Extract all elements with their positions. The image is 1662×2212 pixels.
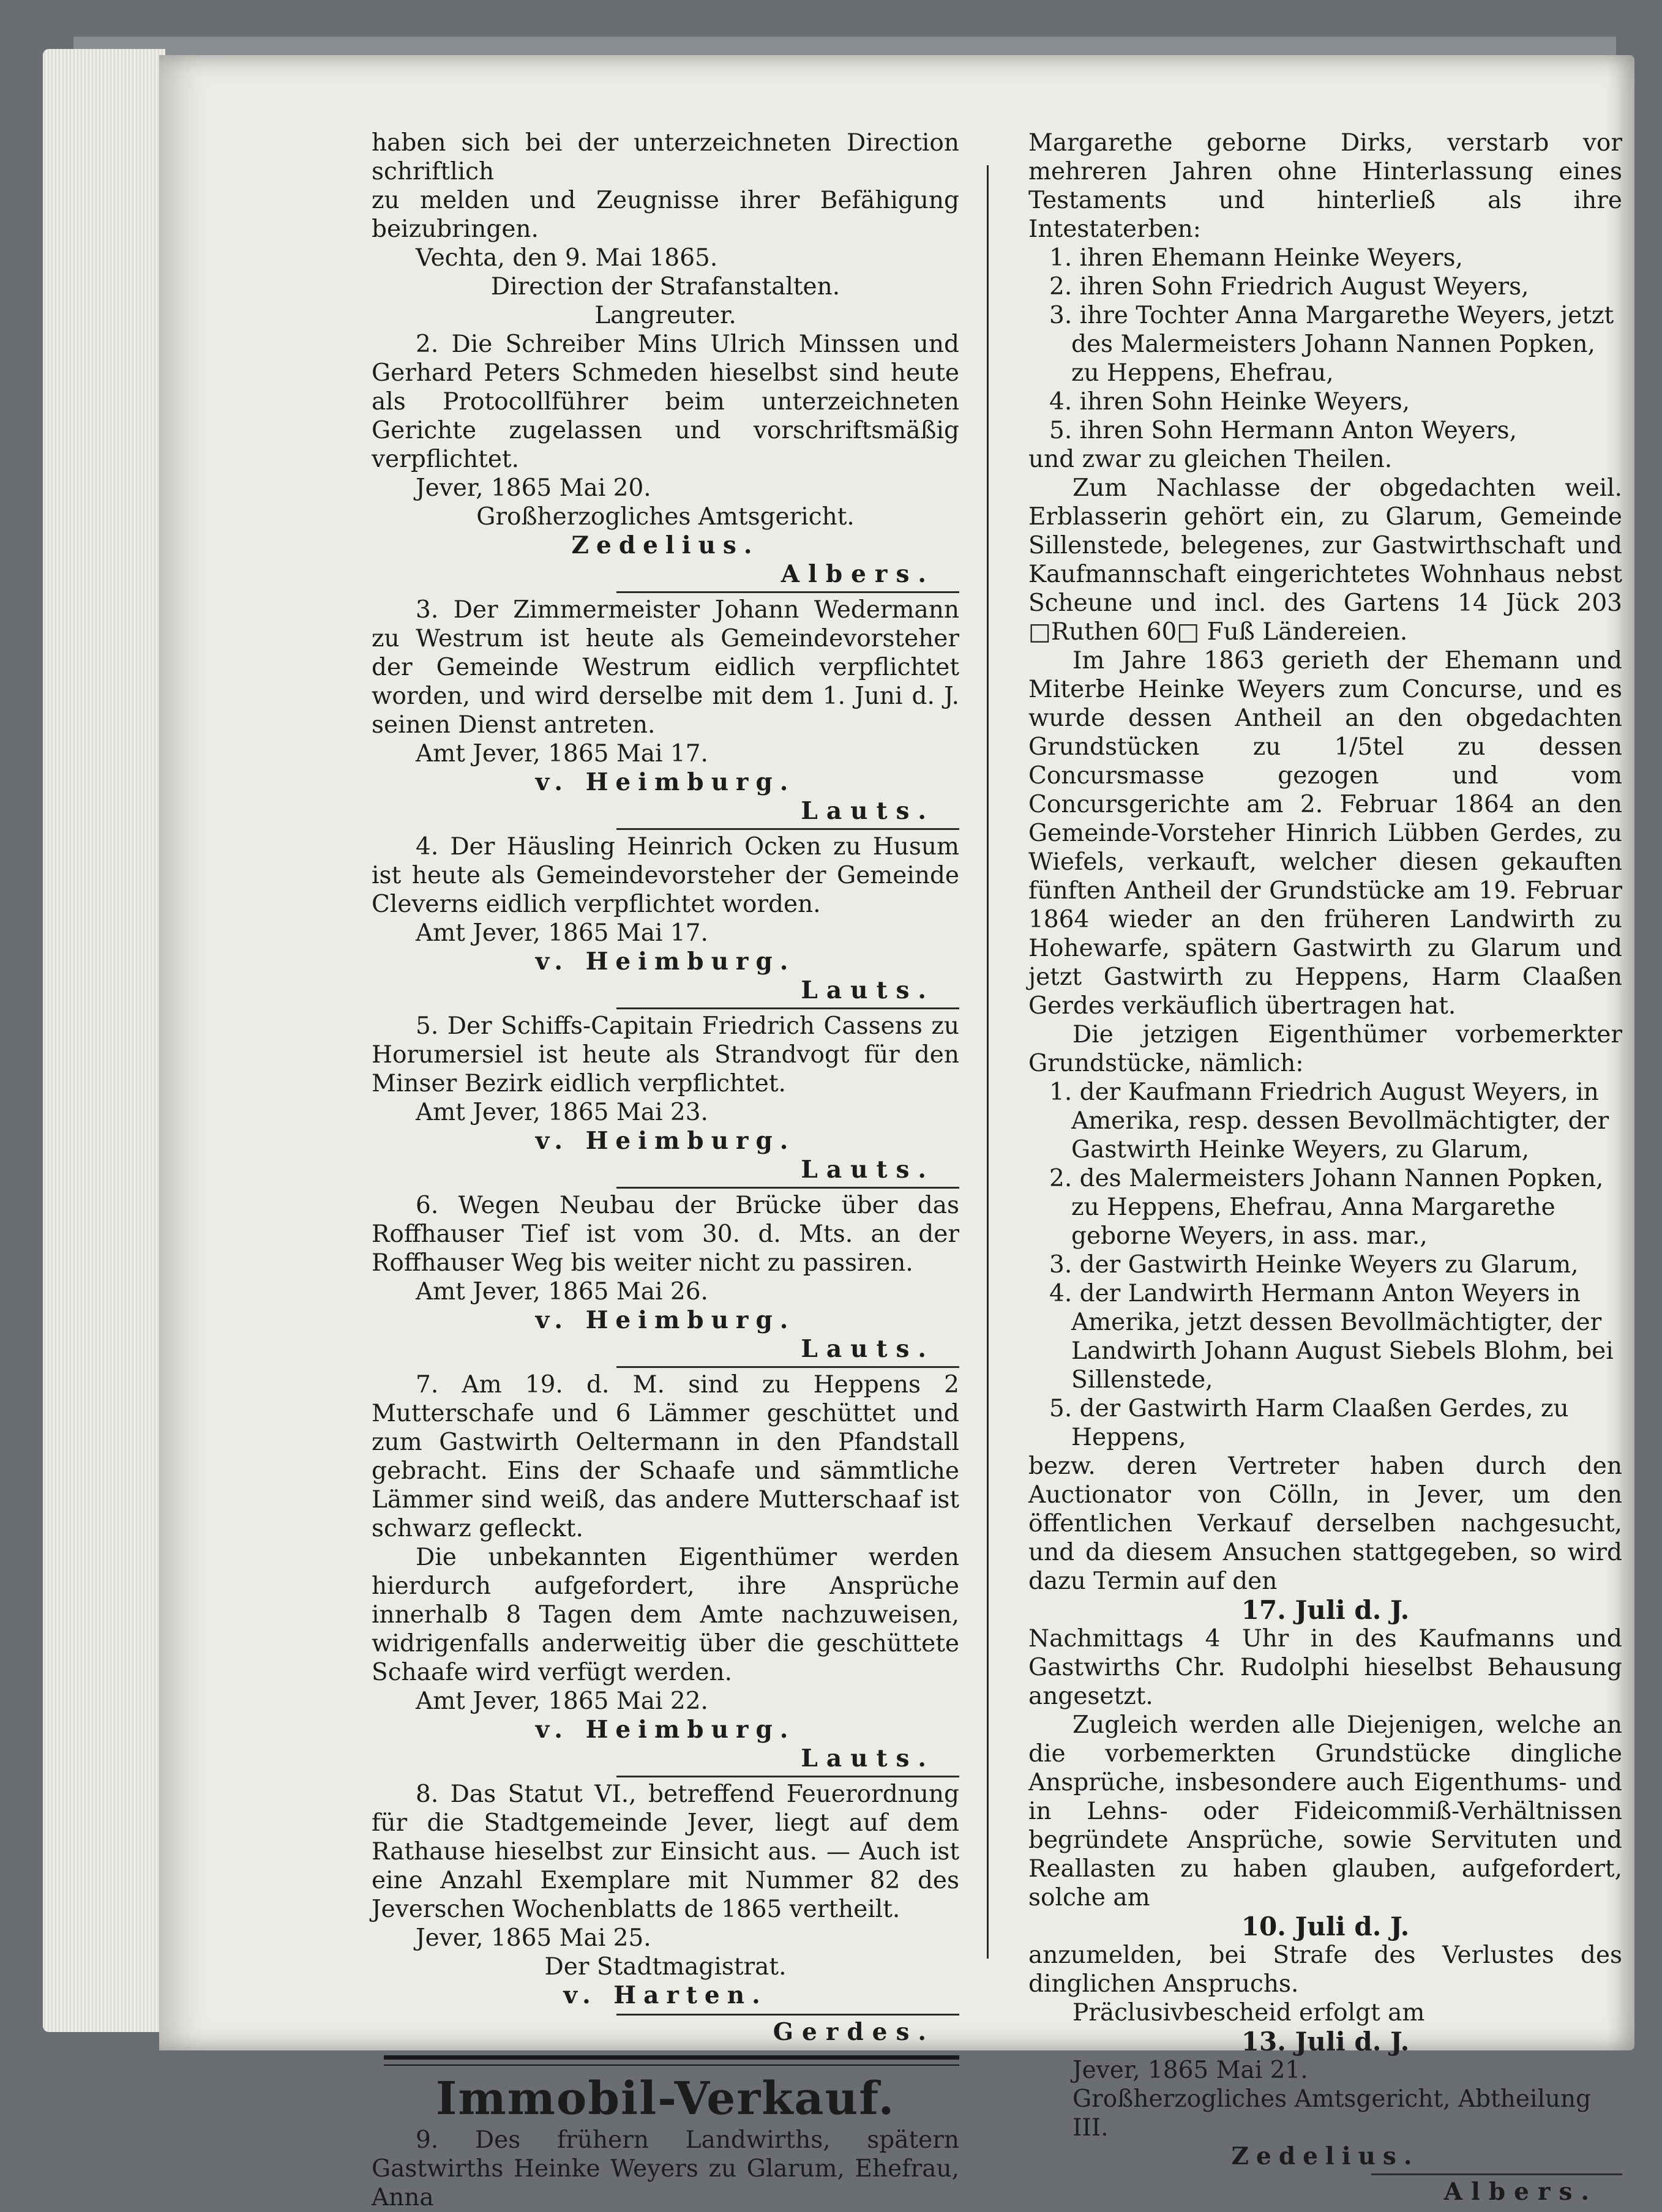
separator-rule bbox=[616, 828, 959, 830]
notice-1-authority: Direction der Strafanstalten. bbox=[490, 273, 840, 301]
heir-item-2: 2. ihren Sohn Friedrich August Weyers, bbox=[1049, 273, 1529, 301]
notice-8-text bbox=[372, 1780, 959, 1924]
heir-item-1: 1. ihren Ehemann Heinke Weyers, bbox=[1049, 244, 1463, 272]
auction-time: Nachmittags 4 Uhr in des Kaufmanns und Gastwirths Chr. Rudolphi hieselbst Behausung angesetzt. bbox=[1028, 1625, 1622, 1710]
notice-9-body: 9. Des frühern Landwirths, spätern Gastwirths Heinke Weyers zu Glarum, Ehefrau, Anna bbox=[372, 2126, 959, 2211]
history-body: Im Jahre 1863 gerieth der Ehemann und Miterbe Heinke Weyers zum Concurse, und es wurde dessen Antheil an den obgedachten Grundstücken zu 1/5tel zu dessen Concursmasse gezogen und vom Concursgerichte am 2. Februar 1864 an den Gemeinde-Vorsteher Hinrich Lübben Gerdes, zu Wiefels, verkauft, welcher diesen gekauften fünften Antheil der Grundstücke am 19. Februar 1864 wieder an den früheren Landwirth zu Hohewarfe, spätern Gastwirth zu Glarum und jetzt Gastwirth zu Heppens, Harm Claaßen Gerdes verkäuflich übertragen hat. bbox=[1028, 647, 1622, 1020]
owner-item-1: 1. der Kaufmann Friedrich August Weyers, in Amerika, resp. dessen Bevollmächtigter, der Gastwirth Heinke Weyers, zu Glarum, bbox=[1049, 1078, 1609, 1164]
notice-9-intro: Margarethe geborne Dirks, verstarb vor mehreren Jahren ohne Hinterlassung eines Testaments und hinterließ als ihre Intestaterben: bbox=[1028, 129, 1622, 243]
heir-item-4: 4. ihren Sohn Heinke Weyers, bbox=[1049, 388, 1410, 416]
notice-6-place-date: Amt Jever, 1865 Mai 26. bbox=[416, 1278, 708, 1306]
notice-8-place-date: Jever, 1865 Mai 25. bbox=[416, 1924, 651, 1952]
notice-1-signature: Langreuter. bbox=[594, 302, 736, 329]
notice-2-body: 2. Die Schreiber Mins Ulrich Minssen und Gerhard Peters Schmeden hieselbst sind heute als Protocollführer beim unterzeichneten Gerichte zugelassen und vorschriftsmäßig verpflichtet. bbox=[372, 331, 959, 473]
notice-1-line-2: zu melden und Zeugnisse ihrer Befähigung beizubringen. bbox=[372, 187, 959, 243]
claims-body: Zugleich werden alle Diejenigen, welche an die vorbemerkten Grundstücke dingliche Ansprüche, insbesondere auch Eigenthums- und in Lehns- oder Fideicommiß-Verhältnissen begründete Ansprüche, sowie Servituten und Reallasten zu haben glauben, aufgefordert, solche am bbox=[1028, 1711, 1622, 1911]
notice-3-text bbox=[372, 596, 959, 739]
separator-rule bbox=[616, 1366, 959, 1368]
heir-item-3: 3. ihre Tochter Anna Margarethe Weyers, jetzt des Malermeisters Johann Nannen Popken, zu Heppens, Ehefrau, bbox=[1049, 302, 1614, 387]
notice-7-body: 7. Am 19. d. M. sind zu Heppens 2 Mutterschafe und 6 Lämmer geschüttet und zum Gastwirth Oeltermann in den Pfandstall gebracht. Eins der Schaafe und sämmtliche Lämmer sind weiß, das andere Mutterschaaf ist schwarz gefleckt. bbox=[372, 1371, 959, 1542]
claims-penalty: anzumelden, bei Strafe des Verlustes des dinglichen Anspruchs. bbox=[1028, 1941, 1622, 1998]
notice-6-signature-2: Lauts. bbox=[801, 1335, 935, 1363]
claims-date: 10. Juli d. J. bbox=[1241, 1911, 1410, 1941]
auction-date: 17. Juli d. J. bbox=[1241, 1595, 1410, 1625]
notice-8-body: 8. Das Statut VI., betreffend Feuerordnung für die Stadtgemeinde Jever, liegt auf dem Rathause hieselbst zur Einsicht aus. — Auch ist eine Anzahl Exemplare mit Nummer 82 des Jeverschen Wochenblatts de 1865 vertheilt. bbox=[372, 1780, 959, 1923]
notice-9-signature-1: Zedelius. bbox=[1231, 2142, 1420, 2170]
notice-2-text bbox=[372, 330, 959, 474]
notice-1-line-1: haben sich bei der unterzeichneten Direction schriftlich bbox=[372, 129, 959, 185]
preclusion-date: 13. Juli d. J. bbox=[1241, 2027, 1410, 2057]
notice-5-signature-2: Lauts. bbox=[801, 1156, 935, 1184]
notice-7-body-2: Die unbekannten Eigenthümer werden hierdurch aufgefordert, ihre Ansprüche innerhalb 8 Tagen dem Amte nachzuweisen, widrigenfalls anderweitig über die geschüttete Schaafe wird verfügt werden. bbox=[372, 1544, 959, 1686]
notice-6-text bbox=[372, 1191, 959, 1277]
notice-6-signature-1: v. Heimburg. bbox=[535, 1306, 796, 1334]
auction-request: bezw. deren Vertreter haben durch den Auctionator von Cölln, in Jever, um den öffentlichen Verkauf derselben nachgesucht, und da diesem Ansuchen stattgegeben, so wird dazu Termin auf den bbox=[1028, 1452, 1622, 1595]
notice-1-place-date: Vechta, den 9. Mai 1865. bbox=[416, 244, 718, 272]
notice-9-signature-2: Albers. bbox=[1443, 2178, 1598, 2206]
owners-intro-body: Die jetzigen Eigenthümer vorbemerkter Grundstücke, nämlich: bbox=[1028, 1021, 1622, 1077]
notice-3-signature-2: Lauts. bbox=[801, 797, 935, 825]
notice-7-text-2 bbox=[372, 1543, 959, 1687]
notice-7-text bbox=[372, 1370, 959, 1543]
notice-5-body: 5. Der Schiffs-Capitain Friedrich Cassens zu Horumersiel ist heute als Strandvogt für den Minser Bezirk eidlich verpflichtet. bbox=[372, 1012, 959, 1097]
owner-item-2: 2. des Malermeisters Johann Nannen Popken, zu Heppens, Ehefrau, Anna Margarethe geborne Weyers, in ass. mar., bbox=[1049, 1165, 1604, 1250]
notice-5-text bbox=[372, 1012, 959, 1098]
notice-4-signature-1: v. Heimburg. bbox=[535, 947, 796, 976]
claims-paragraph bbox=[1028, 1711, 1622, 1912]
notice-3-signature-1: v. Heimburg. bbox=[535, 768, 796, 796]
notice-2-authority: Großherzogliches Amtsgericht. bbox=[476, 503, 855, 531]
notice-8-signature-2: Gerdes. bbox=[773, 2018, 935, 2046]
notice-4-signature-2: Lauts. bbox=[801, 976, 935, 1004]
notice-3-body: 3. Der Zimmermeister Johann Wedermann zu Westrum ist heute als Gemeindevorsteher der Gemeinde Westrum eidlich verpflichtet worden, und wird derselbe mit dem 1. Juni d. J. seinen Dienst antreten. bbox=[372, 596, 959, 739]
notice-2-signature-2: Albers. bbox=[780, 560, 935, 588]
notice-3-place-date: Amt Jever, 1865 Mai 17. bbox=[416, 740, 708, 768]
heir-item-5: 5. ihren Sohn Hermann Anton Weyers, bbox=[1049, 417, 1517, 444]
page-edges bbox=[43, 49, 165, 2032]
notice-2-place-date: Jever, 1865 Mai 20. bbox=[416, 474, 651, 502]
notice-2-signature-1: Zedelius. bbox=[571, 531, 760, 559]
section-rule-thick bbox=[384, 2055, 959, 2060]
notice-8-signature-1: v. Harten. bbox=[563, 1981, 768, 2009]
notice-8-authority: Der Stadtmagistrat. bbox=[544, 1953, 787, 1981]
estate-body: Zum Nachlasse der obgedachten weil. Erblasserin gehört ein, zu Glarum, Gemeinde Sillenstede, belegenes, zur Gastwirthschaft und Kaufmannschaft eingerichtetes Wohnhaus nebst Scheune und incl. des Gartens 14 Jück 203 □Ruthen 60□ Fuß Ländereien. bbox=[1028, 474, 1622, 646]
separator-rule bbox=[1371, 2173, 1622, 2175]
notice-7-place-date: Amt Jever, 1865 Mai 22. bbox=[416, 1687, 708, 1715]
owner-item-3: 3. der Gastwirth Heinke Weyers zu Glarum, bbox=[1049, 1251, 1579, 1279]
separator-rule bbox=[616, 1007, 959, 1009]
section-rule-thin bbox=[384, 2064, 959, 2066]
notice-4-place-date: Amt Jever, 1865 Mai 17. bbox=[416, 919, 708, 947]
heirs-conclusion: und zwar zu gleichen Theilen. bbox=[1028, 446, 1393, 473]
notice-6-body: 6. Wegen Neubau der Brücke über das Roffhauser Tief ist vom 30. d. Mts. an der Roffhauser Weg bis weiter nicht zu passiren. bbox=[372, 1192, 959, 1277]
separator-rule bbox=[616, 591, 959, 593]
notice-4-body: 4. Der Häusling Heinrich Ocken zu Husum ist heute als Gemeindevorsteher der Gemeinde Cleverns eidlich verpflichtet worden. bbox=[372, 833, 959, 918]
notice-9-text bbox=[372, 2126, 959, 2212]
separator-rule bbox=[616, 2014, 959, 2016]
notice-7-signature-2: Lauts. bbox=[801, 1744, 935, 1773]
column-divider bbox=[987, 165, 989, 1959]
right-column bbox=[1028, 129, 1622, 2206]
owner-item-4: 4. der Landwirth Hermann Anton Weyers in Amerika, jetzt dessen Bevollmächtigter, der Landwirth Johann August Siebels Blohm, bei Sillenstede, bbox=[1049, 1280, 1614, 1394]
notice-9-place-date: Jever, 1865 Mai 21. bbox=[1072, 2057, 1308, 2084]
notice-7-signature-1: v. Heimburg. bbox=[535, 1716, 796, 1744]
separator-rule bbox=[616, 1776, 959, 1777]
left-column bbox=[372, 129, 959, 2212]
notice-5-place-date: Amt Jever, 1865 Mai 23. bbox=[416, 1099, 708, 1126]
notice-9-authority: Großherzogliches Amtsgericht, Abtheilung III. bbox=[1072, 2085, 1592, 2142]
notice-4-text bbox=[372, 832, 959, 919]
section-heading: Immobil-Verkauf. bbox=[435, 2072, 896, 2125]
estate-description bbox=[1028, 474, 1622, 646]
preclusion-text: Präclusivbescheid erfolgt am bbox=[1072, 1999, 1425, 2027]
separator-rule bbox=[616, 1187, 959, 1189]
notice-5-signature-1: v. Heimburg. bbox=[535, 1127, 796, 1155]
owners-intro bbox=[1028, 1020, 1622, 1078]
owner-item-5: 5. der Gastwirth Harm Claaßen Gerdes, zu Heppens, bbox=[1049, 1395, 1569, 1451]
history-paragraph bbox=[1028, 646, 1622, 1020]
